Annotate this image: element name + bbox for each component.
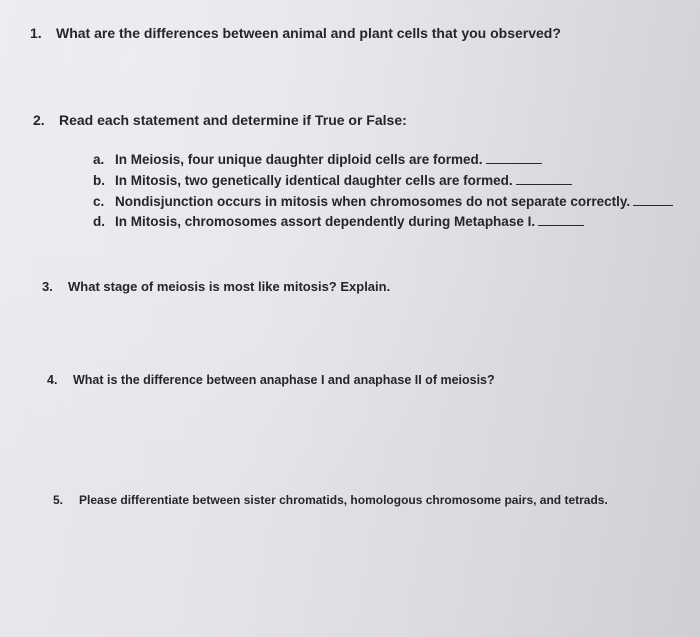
statement-b	[93, 173, 572, 188]
question-text: What is the difference between anaphase I and anaphase II of meiosis?	[73, 373, 495, 387]
statement-text: Nondisjunction occurs in mitosis when chromosomes do not separate correctly.	[115, 194, 631, 209]
question-5	[53, 493, 608, 507]
statement-a	[93, 152, 542, 167]
question-text: Read each statement and determine if True or False:	[59, 112, 407, 128]
question-3	[42, 279, 390, 294]
question-2	[33, 112, 407, 128]
question-number: 5.	[53, 493, 64, 507]
statement-text: In Mitosis, chromosomes assort dependently during Metaphase I.	[115, 214, 536, 229]
statement-text: In Mitosis, two genetically identical daughter cells are formed.	[115, 173, 513, 188]
question-text: Please differentiate between sister chromatids, homologous chromosome pairs, and tetrads.	[79, 493, 608, 507]
answer-blank[interactable]	[538, 224, 584, 226]
question-text: What stage of meiosis is most like mitosis? Explain.	[68, 279, 391, 294]
statement-letter: d.	[93, 214, 105, 229]
question-text: What are the differences between animal and plant cells that you observed?	[56, 25, 561, 41]
question-number: 4.	[47, 373, 58, 387]
question-number: 1.	[30, 25, 42, 41]
statement-text: In Meiosis, four unique daughter diploid cells are formed.	[115, 152, 483, 167]
statement-letter: b.	[93, 173, 105, 188]
answer-blank[interactable]	[633, 204, 673, 206]
statement-letter: a.	[93, 152, 105, 167]
question-number: 2.	[33, 112, 45, 128]
statement-c	[93, 194, 673, 209]
question-4	[47, 373, 495, 387]
answer-blank[interactable]	[486, 162, 542, 164]
question-number: 3.	[42, 279, 53, 294]
statement-d	[93, 214, 584, 229]
statement-letter: c.	[93, 194, 105, 209]
question-1	[30, 25, 561, 41]
answer-blank[interactable]	[516, 183, 572, 185]
